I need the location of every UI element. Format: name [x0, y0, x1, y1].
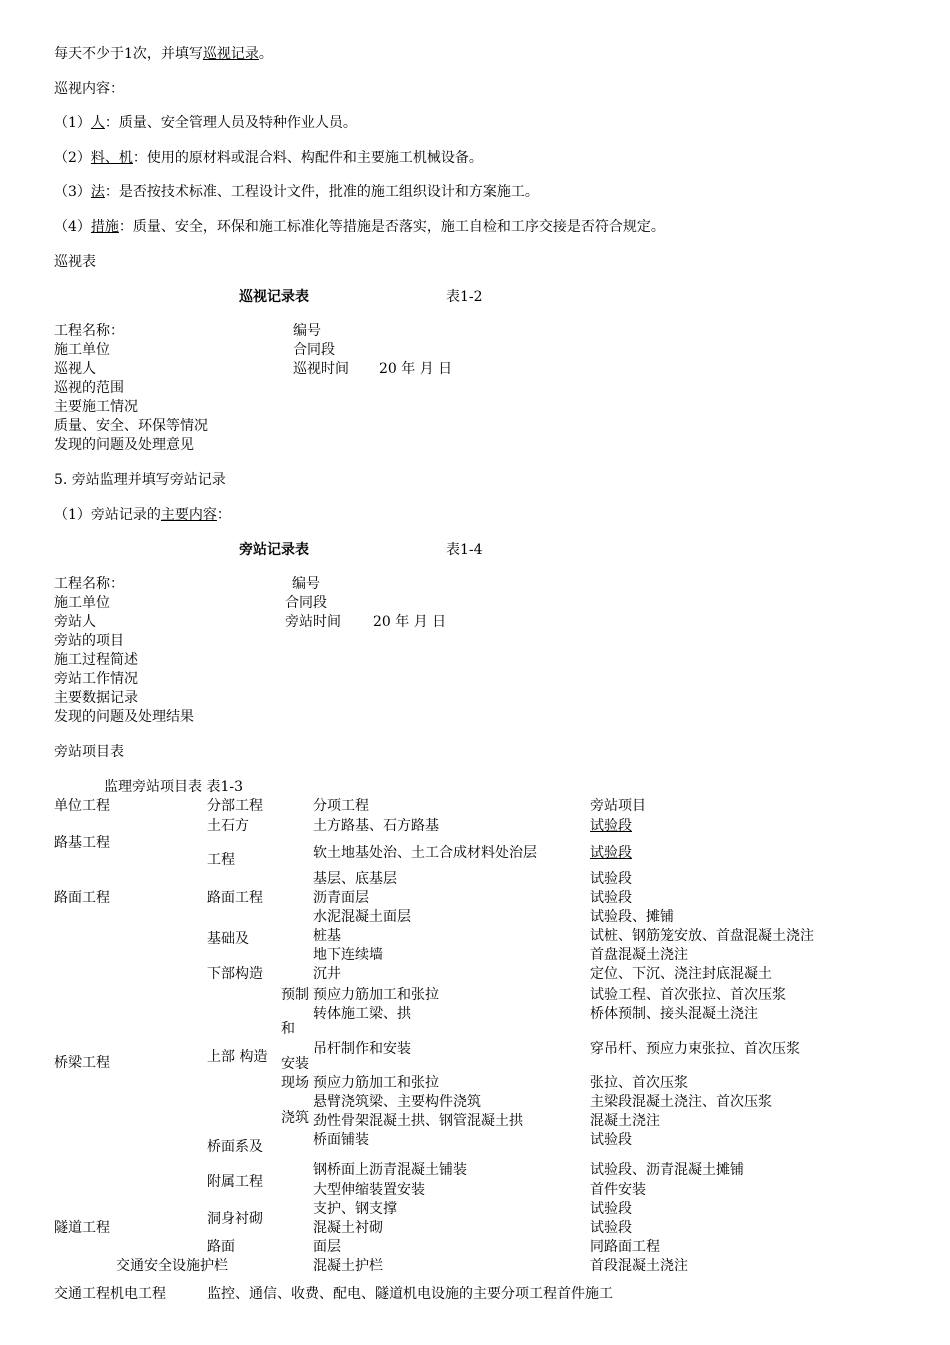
side-field-issues: 发现的问题及处理结果 [54, 709, 194, 725]
sub-suffix: ： [216, 507, 231, 523]
patrol-field-time: 巡视时间 [293, 361, 349, 377]
section5-subheading [54, 506, 231, 525]
patrol-field-issues: 发现的问题及处理意见 [54, 437, 194, 453]
main-content-link: 主要内容 [160, 507, 217, 523]
header-unit: 单位工程 [54, 798, 110, 814]
table-row-subitem: 悬臂浇筑梁、主要构件浇筑 [313, 1094, 481, 1110]
division-ancillary: 附属工程 [207, 1174, 263, 1190]
side-field-process: 施工过程简述 [54, 652, 138, 668]
table-row-subitem: 混凝土护栏 [313, 1258, 383, 1274]
item-number: （2） [54, 150, 91, 166]
subgroup-pour: 浇筑 [281, 1110, 309, 1126]
subgroup-and: 和 [281, 1021, 295, 1037]
sub-prefix: （1）旁站记录的 [54, 507, 161, 523]
table-row-subitem: 吊杆制作和安装 [313, 1041, 411, 1057]
table-row-subitem: 桩基 [313, 928, 341, 944]
patrol-record-link: 巡视记录 [202, 46, 259, 62]
table-row-subitem: 地下连续墙 [313, 947, 383, 963]
division-substructure: 下部构造 [207, 966, 263, 982]
intro-line [54, 45, 273, 64]
division-superstructure: 上部 构造 [207, 1049, 268, 1065]
table-row-item: 混凝土浇注 [590, 1113, 660, 1129]
side-form-title: 旁站记录表 [239, 542, 309, 558]
item-key: 人 [90, 115, 105, 131]
header-subitem: 分项工程 [313, 798, 369, 814]
division-earthwork: 土石方 [207, 818, 249, 834]
item-key: 料、机 [90, 150, 133, 166]
item-text: ：质量、安全，环保和施工标准化等措施是否落实，施工自检和工序交接是否符合规定。 [118, 219, 665, 235]
table-row-item: 试验段 [590, 1132, 632, 1148]
item-text: ：质量、安全管理人员及特种作业人员。 [104, 115, 357, 131]
intro-line-prefix: 每天不少于1次，并填写 [54, 46, 203, 62]
table-row-subitem: 预应力筋加工和张拉 [313, 1075, 439, 1091]
table-row-item: 试验段 [590, 845, 632, 861]
patrol-field-number: 编号 [293, 323, 321, 339]
table-row-item: 穿吊杆、预应力束张拉、首次压浆 [590, 1041, 800, 1057]
section5-heading: 5. 旁站监理并填写旁站记录 [54, 472, 226, 488]
table-row-subitem: 劲性骨架混凝土拱、钢管混凝土拱 [313, 1113, 523, 1129]
table-row-subitem: 混凝土衬砌 [313, 1220, 383, 1236]
side-date-value: 20 年 月 日 [373, 614, 447, 630]
patrol-field-quality: 质量、安全、环保等情况 [54, 418, 208, 434]
table-row-subitem: 钢桥面上沥青混凝土铺装 [313, 1162, 467, 1178]
patrol-form-title: 巡视记录表 [239, 289, 309, 305]
table-row-item: 试验段、摊铺 [590, 909, 674, 925]
item-key: 措施 [90, 219, 119, 235]
table-row-item: 试桩、钢筋笼安放、首盘混凝土浇注 [590, 928, 814, 944]
patrol-field-contract-section: 合同段 [293, 342, 335, 358]
table-row-item: 主梁段混凝土浇注、首次压浆 [590, 1094, 772, 1110]
table-row-item: 试验段 [590, 818, 632, 834]
table-row-subitem: 大型伸缩装置安装 [313, 1182, 425, 1198]
table-row-item: 首段混凝土浇注 [590, 1258, 688, 1274]
division-road-surface: 路面 [207, 1239, 235, 1255]
patrol-table-label: 巡视表 [54, 254, 96, 270]
side-field-supervisor: 旁站人 [54, 614, 96, 630]
subgroup-install: 安装 [281, 1056, 309, 1072]
table-row-item: 同路面工程 [590, 1239, 660, 1255]
patrol-field-inspector: 巡视人 [54, 361, 96, 377]
division-foundation: 基础及 [207, 931, 249, 947]
table-row-item: 试验段 [590, 871, 632, 887]
division-deck: 桥面系及 [207, 1139, 263, 1155]
side-field-work: 旁站工作情况 [54, 671, 138, 687]
unit-subgrade: 路基工程 [54, 835, 110, 851]
table-row-item: 定位、下沉、浇注封底混凝土 [590, 966, 772, 982]
table-row-item: 试验段 [590, 890, 632, 906]
subgroup-prefab: 预制 [281, 987, 309, 1003]
side-field-time: 旁站时间 [285, 614, 341, 630]
intro-line-suffix: 。 [258, 46, 273, 62]
patrol-item-1 [54, 114, 357, 133]
table-row-subitem: 软土地基处治、土工合成材料处治层 [313, 845, 537, 861]
table-row-subitem: 水泥混凝土面层 [313, 909, 411, 925]
patrol-item-2 [54, 149, 483, 168]
project-table-label: 旁站项目表 [54, 744, 124, 760]
table-row-subitem: 桥面铺装 [313, 1132, 369, 1148]
project-table-caption: 监理旁站项目表 表1-3 [104, 779, 243, 795]
table-row-item: 试验段、沥青混凝土摊铺 [590, 1162, 744, 1178]
table-row-item: 试验工程、首次张拉、首次压浆 [590, 987, 786, 1003]
table-row-item: 张拉、首次压浆 [590, 1075, 688, 1091]
patrol-field-construction: 主要施工情况 [54, 399, 138, 415]
table-row-subitem: 基层、底基层 [313, 871, 397, 887]
patrol-item-3 [54, 183, 539, 202]
patrol-date-value: 20 年 月 日 [379, 361, 453, 377]
side-form-table-no: 表1-4 [446, 542, 483, 558]
table-row-subitem: 转体施工梁、拱 [313, 1006, 411, 1022]
patrol-form-table-no: 表1-2 [446, 289, 483, 305]
patrol-field-scope: 巡视的范围 [54, 380, 124, 396]
table-row-subitem: 沥青面层 [313, 890, 369, 906]
table-row-subitem: 面层 [313, 1239, 341, 1255]
table-row-item: 首盘混凝土浇注 [590, 947, 688, 963]
division-earthwork-cont: 工程 [207, 852, 235, 868]
table-row-subitem: 预应力筋加工和张拉 [313, 987, 439, 1003]
table-row-item: 试验段 [590, 1220, 632, 1236]
unit-bridge: 桥梁工程 [54, 1055, 110, 1071]
patrol-field-contractor: 施工单位 [54, 342, 110, 358]
patrol-item-4 [54, 218, 665, 237]
item-number: （1） [54, 115, 91, 131]
patrol-field-project-name: 工程名称： [54, 323, 124, 339]
unit-tunnel: 隧道工程 [54, 1220, 110, 1236]
table-row-item: 试验段 [590, 1201, 632, 1217]
unit-electromechanical: 交通工程机电工程 [54, 1286, 166, 1302]
header-division: 分部工程 [207, 798, 263, 814]
unit-traffic-safety: 交通安全设施护栏 [116, 1258, 228, 1274]
side-field-project-name: 工程名称： [54, 576, 124, 592]
electromechanical-row-text: 监控、通信、收费、配电、隧道机电设施的主要分项工程首件施工 [207, 1286, 613, 1302]
division-pavement: 路面工程 [207, 890, 263, 906]
item-text: ：是否按技术标准、工程设计文件，批准的施工组织设计和方案施工。 [104, 184, 539, 200]
patrol-content-heading: 巡视内容： [54, 81, 124, 97]
division-lining: 洞身衬砌 [207, 1211, 263, 1227]
side-field-contractor: 施工单位 [54, 595, 110, 611]
side-field-data: 主要数据记录 [54, 690, 138, 706]
item-number: （3） [54, 184, 91, 200]
item-number: （4） [54, 219, 91, 235]
item-key: 法 [90, 184, 105, 200]
side-field-number: 编号 [292, 576, 320, 592]
table-row-subitem: 支护、钢支撑 [313, 1201, 397, 1217]
side-field-items: 旁站的项目 [54, 633, 124, 649]
subgroup-onsite: 现场 [281, 1075, 309, 1091]
item-text: ：使用的原材料或混合料、构配件和主要施工机械设备。 [132, 150, 483, 166]
table-row-item: 首件安装 [590, 1182, 646, 1198]
table-row-subitem: 沉井 [313, 966, 341, 982]
header-item: 旁站项目 [590, 798, 646, 814]
table-row-subitem: 土方路基、石方路基 [313, 818, 439, 834]
table-row-item: 桥体预制、接头混凝土浇注 [590, 1006, 758, 1022]
unit-pavement: 路面工程 [54, 890, 110, 906]
side-field-contract-section: 合同段 [285, 595, 327, 611]
